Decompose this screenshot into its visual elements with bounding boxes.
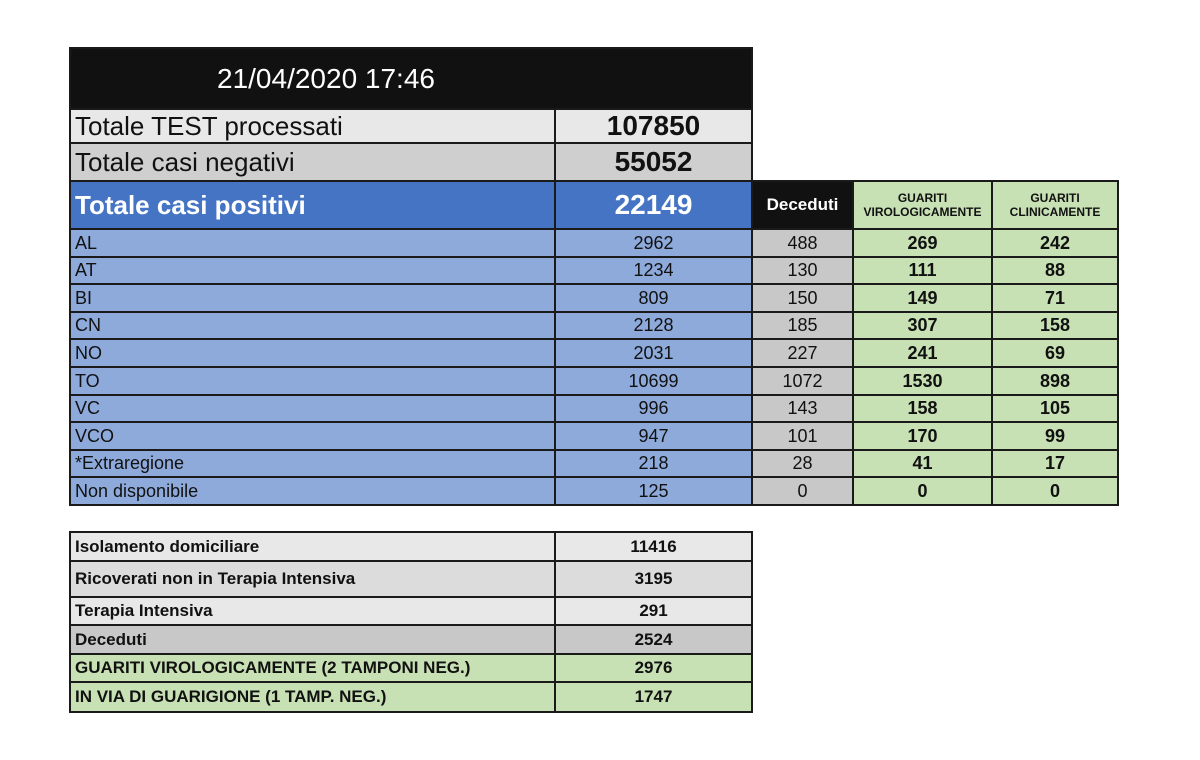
summary-label: Deceduti [69, 624, 556, 655]
report-datetime: 21/04/2020 17:46 [69, 47, 753, 110]
province-positive: 2128 [554, 311, 753, 340]
province-positive: 809 [554, 283, 753, 313]
summary-label: Ricoverati non in Terapia Intensiva [69, 560, 556, 598]
province-positive: 125 [554, 476, 753, 506]
province-healed-clinic: 88 [991, 256, 1119, 285]
province-deceased: 1072 [751, 366, 854, 396]
healed-clinic-header-text: GUARITI CLINICAMENTE [1009, 191, 1101, 219]
summary-value: 2524 [554, 624, 753, 655]
province-healed-viro: 158 [852, 394, 993, 423]
province-deceased: 143 [751, 394, 854, 423]
province-deceased: 0 [751, 476, 854, 506]
province-healed-viro: 0 [852, 476, 993, 506]
total-negative-label: Totale casi negativi [69, 142, 556, 182]
summary-label: IN VIA DI GUARIGIONE (1 TAMP. NEG.) [69, 681, 556, 713]
province-healed-clinic: 158 [991, 311, 1119, 340]
summary-value: 1747 [554, 681, 753, 713]
province-name: BI [69, 283, 556, 313]
province-deceased: 130 [751, 256, 854, 285]
summary-value: 291 [554, 596, 753, 626]
summary-value: 3195 [554, 560, 753, 598]
province-healed-clinic: 17 [991, 449, 1119, 478]
total-negative-value: 55052 [554, 142, 753, 182]
summary-label: GUARITI VIROLOGICAMENTE (2 TAMPONI NEG.) [69, 653, 556, 683]
province-positive: 2031 [554, 338, 753, 368]
province-name: VCO [69, 421, 556, 451]
province-name: AL [69, 228, 556, 258]
total-positive-label: Totale casi positivi [69, 180, 556, 230]
healed-viro-header-text: GUARITI VIROLOGICAMENTE [863, 191, 982, 219]
province-healed-clinic: 99 [991, 421, 1119, 451]
summary-value: 2976 [554, 653, 753, 683]
province-healed-viro: 1530 [852, 366, 993, 396]
province-deceased: 28 [751, 449, 854, 478]
province-healed-viro: 170 [852, 421, 993, 451]
province-positive: 947 [554, 421, 753, 451]
province-name: VC [69, 394, 556, 423]
summary-label: Terapia Intensiva [69, 596, 556, 626]
healed-clinic-column-header [991, 180, 1119, 230]
province-healed-viro: 269 [852, 228, 993, 258]
province-deceased: 185 [751, 311, 854, 340]
province-deceased: 488 [751, 228, 854, 258]
province-deceased: 101 [751, 421, 854, 451]
province-name: *Extraregione [69, 449, 556, 478]
province-healed-viro: 241 [852, 338, 993, 368]
province-deceased: 227 [751, 338, 854, 368]
summary-label: Isolamento domiciliare [69, 531, 556, 562]
province-positive: 996 [554, 394, 753, 423]
province-healed-clinic: 242 [991, 228, 1119, 258]
total-tests-value: 107850 [554, 108, 753, 144]
total-tests-label: Totale TEST processati [69, 108, 556, 144]
province-positive: 1234 [554, 256, 753, 285]
province-healed-viro: 149 [852, 283, 993, 313]
province-name: Non disponibile [69, 476, 556, 506]
province-positive: 218 [554, 449, 753, 478]
province-healed-clinic: 69 [991, 338, 1119, 368]
province-name: NO [69, 338, 556, 368]
province-healed-clinic: 898 [991, 366, 1119, 396]
province-positive: 2962 [554, 228, 753, 258]
province-positive: 10699 [554, 366, 753, 396]
province-healed-clinic: 105 [991, 394, 1119, 423]
total-positive-value: 22149 [554, 180, 753, 230]
province-deceased: 150 [751, 283, 854, 313]
summary-value: 11416 [554, 531, 753, 562]
deceased-column-header: Deceduti [751, 180, 854, 230]
province-name: CN [69, 311, 556, 340]
province-healed-clinic: 71 [991, 283, 1119, 313]
province-name: AT [69, 256, 556, 285]
province-healed-viro: 307 [852, 311, 993, 340]
province-name: TO [69, 366, 556, 396]
province-healed-clinic: 0 [991, 476, 1119, 506]
province-healed-viro: 41 [852, 449, 993, 478]
province-healed-viro: 111 [852, 256, 993, 285]
healed-viro-column-header [852, 180, 993, 230]
